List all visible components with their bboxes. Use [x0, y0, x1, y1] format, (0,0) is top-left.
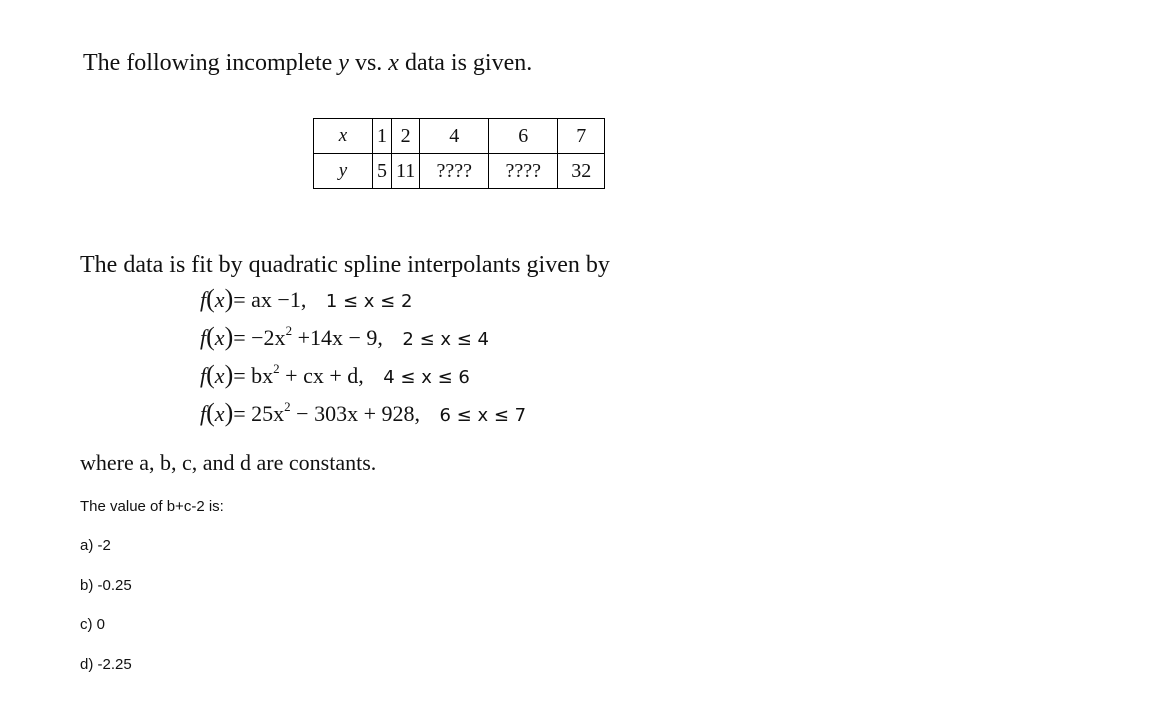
intro-x-var: x	[388, 50, 399, 76]
option-c[interactable]: c) 0	[80, 616, 106, 633]
table-row-y	[314, 154, 605, 189]
option-b[interactable]: b) -0.25	[80, 577, 132, 594]
equation-rhs-b: +14x − 9,	[292, 325, 383, 350]
equation-domain: 2 ≤ x ≤ 4	[402, 329, 489, 350]
equation-domain: 6 ≤ x ≤ 7	[439, 405, 527, 426]
table-row-x	[314, 119, 605, 154]
table-cell: ????	[489, 154, 558, 189]
question-text: The value of b+c-2 is:	[80, 498, 224, 515]
equation-rhs-b: + cx + d,	[279, 363, 364, 388]
option-d[interactable]: d) -2.25	[80, 656, 132, 673]
exponent: 2	[284, 399, 291, 414]
table-cell: 1	[373, 119, 392, 154]
table-cell: 5	[373, 154, 392, 189]
equation-domain: 1 ≤ x ≤ 2	[325, 291, 413, 312]
equation-domain: 4 ≤ x ≤ 6	[383, 367, 470, 388]
equation-4: $f(x)= 25x^2 - 303x + 928$, 6 ≤ x ≤ 7	[200, 398, 527, 427]
equation-rhs-a: = −2x	[233, 325, 286, 350]
table-cell: ????	[420, 154, 489, 189]
intro-vs: vs.	[354, 50, 383, 76]
equation-2: $f(x)= -2x^2 +14x - 9$, 2 ≤ x ≤ 4	[200, 322, 489, 351]
equation-3: $f(x)= bx^2$ + cx + d, 4 ≤ x ≤ 6	[200, 360, 470, 389]
intro-part2: data is given.	[404, 50, 533, 76]
exponent: 2	[273, 361, 280, 376]
intro-y-var: y	[338, 50, 349, 76]
table-header-y: y	[314, 154, 373, 189]
equation-rhs: = ax −1,	[233, 287, 307, 312]
equation-rhs-b: − 303x + 928,	[290, 401, 420, 426]
constants-note: where a, b, c, and d are constants.	[80, 450, 377, 475]
table-cell: 4	[420, 119, 489, 154]
equation-rhs-a: = bx	[233, 363, 274, 388]
intro-text	[83, 50, 532, 77]
equation-1: f(x)= ax −1, 1 ≤ x ≤ 2	[200, 284, 413, 313]
table-cell: 7	[558, 119, 605, 154]
table-cell: 32	[558, 154, 605, 189]
table-cell: 11	[392, 154, 420, 189]
data-table	[313, 118, 605, 189]
table-cell: 6	[489, 119, 558, 154]
intro-part1: The following incomplete	[83, 50, 333, 76]
table-header-x: x	[314, 119, 373, 154]
table-cell: 2	[392, 119, 420, 154]
fit-description: The data is fit by quadratic spline interpolants given by	[80, 252, 610, 278]
equation-rhs-a: = 25x	[233, 401, 285, 426]
option-a[interactable]: a) -2	[80, 537, 111, 554]
exponent: 2	[285, 323, 293, 338]
